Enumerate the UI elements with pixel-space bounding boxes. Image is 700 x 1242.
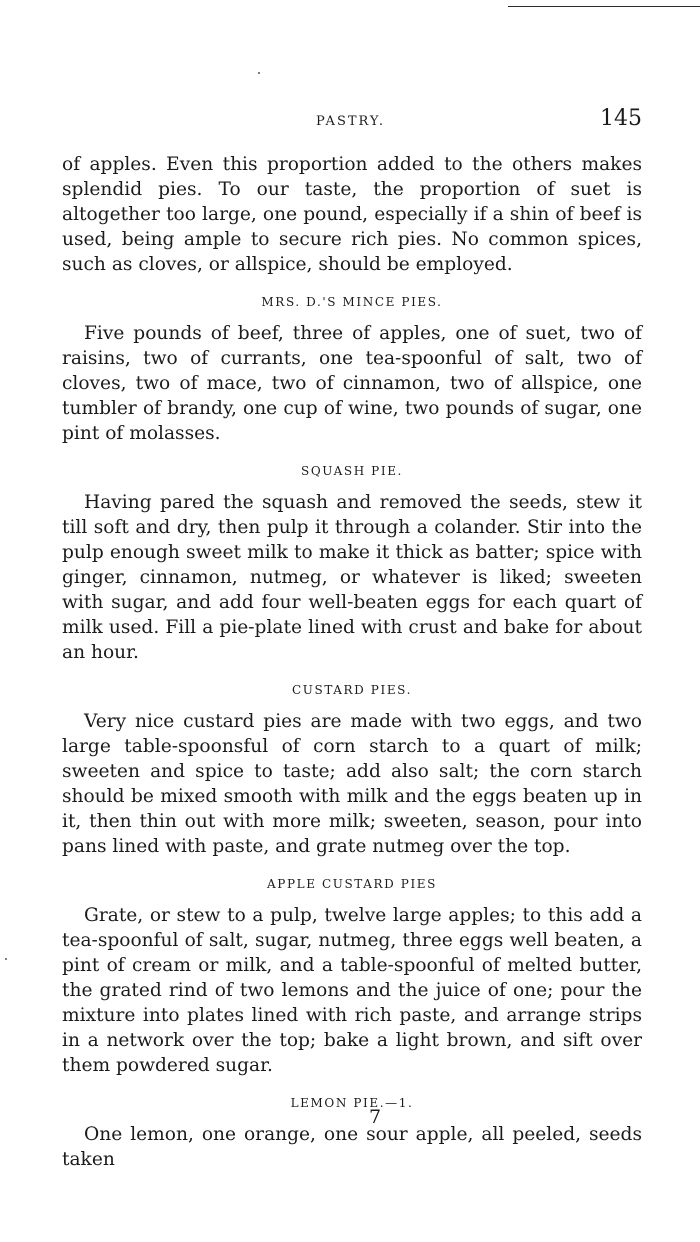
heading-squash-pie: SQUASH PIE. [301,464,403,478]
paragraph-lemon-pie: One lemon, one orange, one sour apple, all peeled, seeds taken [62,1124,642,1170]
paragraph-continued: of apples. Even this proportion added to the others makes splendid pies. To our taste, the proportion of suet is altogether too large, one pound, especially if a shin of beef is used, being ample to secure rich pies. No common spices, such as cloves, or allspice, should be employed. [62,154,642,275]
heading-apple-custard-pies: APPLE CUSTARD PIES [267,877,437,891]
heading-custard-pies: CUSTARD PIES. [292,683,412,697]
paragraph-squash-pie: Having pared the squash and removed the seeds, stew it till soft and dry, then pulp it through a colander. Stir into the pulp enough sweet milk to make it thick as batter; spice with ginger, cinnamon, nutmeg, or whatever is liked; sweeten with sugar, and add four well-beaten eggs for each quart of milk used. Fill a pie-plate lined with crust and bake for about an hour. [62,492,642,663]
running-head [0,106,700,136]
paragraph-apple-custard-pies: Grate, or stew to a pulp, twelve large apples; to this add a tea-spoonful of salt, sugar, nutmeg, three eggs well beaten, a pint of cream or milk, and a table-spoonful of melted butter, the grated rind of two lemons and the juice of one; pour the mixture into plates lined with rich paste, and arrange strips in a network over the top; bake a light brown, and sift over them powdered sugar. [62,905,642,1076]
heading-mince-pies: MRS. D.'S MINCE PIES. [261,295,443,309]
page-edge-line [508,6,700,7]
paragraph-mince-pies: Five pounds of beef, three of apples, one of suet, two of raisins, two of currants, one tea-spoonful of salt, two of cloves, two of mace, two of cinnamon, two of allspice, one tumbler of brandy, one cup of wine, two pounds of sugar, one pint of molasses. [62,323,642,444]
body-text [62,152,642,1172]
ink-speck [5,958,7,960]
ink-speck [258,72,260,74]
paragraph-custard-pies: Very nice custard pies are made with two eggs, and two large table-spoonsful of corn starch to a quart of milk; sweeten and spice to taste; add also salt; the corn starch should be mixed smooth with milk and the eggs beaten up in it, then thin out with more milk; sweeten, season, pour into pans lined with paste, and grate nutmeg over the top. [62,711,642,857]
signature-mark: 7 [368,1106,382,1128]
page-number: 145 [600,106,642,131]
heading-lemon-pie: LEMON PIE.—1. [290,1096,414,1110]
running-title: PASTRY. [316,114,385,129]
